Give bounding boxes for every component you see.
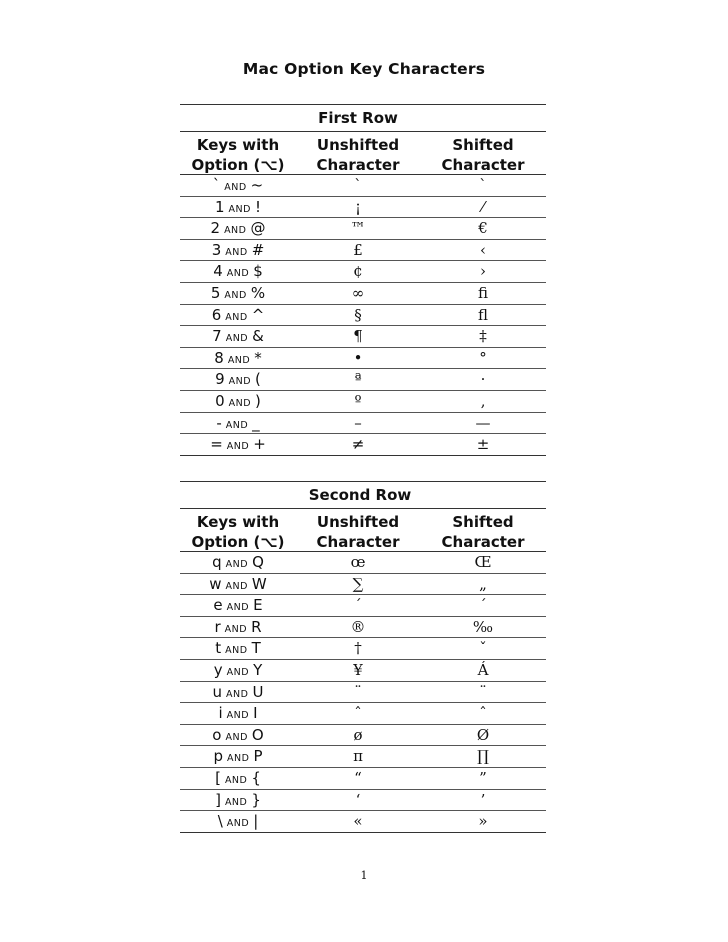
key-unshifted: e: [213, 596, 223, 615]
shifted-character: ˇ: [479, 639, 487, 658]
table-row: [180, 413, 546, 435]
key-unshifted: 6: [211, 305, 222, 324]
shifted-character: ﬂ: [477, 305, 488, 324]
and-label: AND: [225, 559, 249, 570]
unshifted-column-header: [296, 135, 420, 175]
key-unshifted: 1: [215, 197, 225, 216]
key-unshifted: w: [209, 574, 222, 593]
key-unshifted: `: [212, 176, 221, 194]
table-row: [180, 790, 546, 812]
key-shifted: ^: [251, 305, 265, 324]
section-heading-label: Second Row: [308, 486, 412, 504]
second-row-table: [180, 481, 546, 833]
and-label: AND: [225, 731, 248, 743]
table-row: [180, 746, 546, 768]
shifted-character: ‰: [472, 617, 494, 636]
and-label: AND: [227, 354, 251, 366]
key-shifted: {: [251, 768, 261, 787]
key-unshifted: -: [216, 413, 222, 432]
key-combo: [180, 704, 296, 725]
unshifted-character: ®: [350, 617, 366, 636]
table-row: [180, 552, 546, 574]
table-row: [180, 682, 546, 704]
key-combo: [180, 241, 296, 262]
key-combo: [180, 553, 296, 574]
key-shifted: U: [252, 682, 264, 701]
shifted-character: ‚: [480, 391, 486, 410]
and-label: AND: [226, 710, 250, 722]
unshifted-character: ™: [350, 219, 366, 238]
key-shifted: ~: [250, 176, 264, 194]
key-shifted: R: [251, 617, 262, 636]
and-label: AND: [225, 333, 249, 345]
shifted-character: ⁄: [481, 197, 485, 216]
keys-column-header: [180, 135, 296, 175]
and-label: AND: [226, 688, 249, 700]
unshifted-character: ¢: [353, 262, 363, 281]
shifted-column-header: [420, 512, 546, 552]
key-unshifted: p: [213, 747, 224, 766]
unshifted-character: ∑: [352, 574, 364, 593]
key-unshifted: 9: [215, 370, 225, 389]
shifted-character: Ø: [476, 725, 490, 744]
key-combo: [180, 575, 296, 596]
key-combo: [180, 661, 296, 682]
and-label: AND: [225, 311, 248, 323]
key-combo: [180, 596, 296, 617]
key-unshifted: 3: [211, 240, 222, 259]
unshifted-character: œ: [350, 553, 366, 571]
unshifted-character: “: [354, 768, 362, 787]
table-row: [180, 261, 546, 283]
shifted-character: ´: [479, 596, 487, 615]
unshifted-header-line2: Character: [316, 533, 400, 551]
key-unshifted: q: [212, 553, 222, 571]
section-heading: [180, 481, 546, 509]
and-label: AND: [224, 796, 248, 808]
key-unshifted: o: [212, 725, 222, 744]
key-combo: [180, 726, 296, 747]
table-row: [180, 391, 546, 413]
table-row: [180, 305, 546, 327]
table-row: [180, 218, 546, 240]
unshifted-character: –: [354, 413, 362, 432]
unshifted-character: ª: [354, 370, 362, 389]
shifted-character: ˆ: [479, 704, 487, 723]
key-combo: [180, 414, 296, 435]
unshifted-character: ˆ: [354, 704, 362, 723]
key-combo: [180, 435, 296, 456]
unshifted-character: ´: [354, 596, 362, 615]
and-label: AND: [225, 580, 248, 592]
keys-header-line1: Keys with: [196, 513, 280, 531]
unshifted-character: ø: [353, 725, 363, 744]
key-shifted: P: [253, 747, 263, 766]
shifted-character: ”: [479, 768, 487, 787]
unshifted-character: ¡: [354, 197, 362, 216]
table-row: [180, 574, 546, 596]
key-combo: [180, 769, 296, 790]
unshifted-character: `: [354, 176, 362, 194]
key-shifted: |: [253, 812, 259, 831]
key-unshifted: t: [215, 639, 222, 658]
unshifted-character: §: [354, 305, 362, 324]
key-combo: [180, 747, 296, 768]
unshifted-character: ≠: [351, 435, 365, 454]
shifted-character: ∏: [477, 747, 489, 766]
and-label: AND: [224, 289, 247, 301]
section-heading-label: First Row: [318, 109, 398, 127]
and-label: AND: [226, 666, 250, 678]
column-headers: [180, 132, 546, 175]
shifted-character: €: [478, 219, 488, 238]
table-row: [180, 660, 546, 682]
unshifted-character: ‘: [355, 790, 361, 809]
shifted-character: —: [475, 413, 491, 432]
unshifted-character: «: [353, 812, 363, 831]
table-row: [180, 617, 546, 639]
shifted-character: ›: [480, 262, 486, 281]
and-label: AND: [226, 818, 250, 830]
table-row: [180, 595, 546, 617]
table-row: [180, 348, 546, 370]
unshifted-header-line1: Unshifted: [316, 513, 400, 531]
unshifted-character: £: [353, 240, 363, 259]
key-combo: [180, 306, 296, 327]
key-shifted: $: [253, 262, 263, 281]
table-row: [180, 703, 546, 725]
shifted-character: Á: [477, 660, 489, 679]
key-combo: [180, 262, 296, 283]
and-label: AND: [225, 246, 248, 258]
key-unshifted: ]: [215, 790, 221, 809]
shifted-character: `: [479, 176, 487, 194]
key-combo: [180, 219, 296, 240]
and-label: AND: [225, 419, 249, 431]
key-combo: [180, 618, 296, 639]
key-combo: [180, 791, 296, 812]
shifted-character: „: [479, 574, 487, 593]
table-row: [180, 175, 546, 197]
key-unshifted: 0: [215, 391, 225, 410]
key-unshifted: 4: [213, 262, 223, 281]
key-shifted: *: [254, 348, 262, 367]
unshifted-character: ∞: [351, 283, 365, 302]
key-unshifted: 7: [212, 327, 222, 346]
page-number: 1: [360, 869, 368, 882]
unshifted-character: ¥: [353, 660, 363, 679]
key-unshifted: r: [214, 617, 221, 636]
table-row: [180, 434, 546, 456]
key-shifted: _: [252, 413, 260, 432]
key-combo: [180, 812, 296, 833]
shifted-character: ﬁ: [477, 283, 488, 302]
table-row: [180, 240, 546, 262]
shifted-header-line2: Character: [441, 156, 525, 174]
shifted-character: ’: [480, 790, 486, 809]
key-unshifted: 2: [210, 219, 221, 238]
and-label: AND: [224, 182, 247, 193]
key-unshifted: y: [213, 660, 223, 679]
shifted-character: ¨: [479, 682, 487, 701]
unshifted-column-header: [296, 512, 420, 552]
shifted-character: »: [478, 812, 488, 831]
and-label: AND: [228, 376, 252, 388]
key-unshifted: i: [218, 704, 223, 723]
unshifted-character: †: [354, 639, 362, 658]
section-heading: [180, 104, 546, 132]
key-shifted: E: [253, 596, 263, 615]
key-unshifted: \: [217, 812, 223, 831]
and-label: AND: [227, 753, 250, 765]
table-rows: [180, 552, 546, 833]
and-label: AND: [226, 441, 250, 453]
shifted-header-line1: Shifted: [452, 513, 514, 531]
key-combo: [180, 639, 296, 660]
key-shifted: Q: [252, 553, 264, 571]
key-combo: [180, 284, 296, 305]
unshifted-character: ¨: [354, 682, 362, 701]
unshifted-character: ¶: [353, 327, 363, 346]
table-row: [180, 768, 546, 790]
key-combo: [180, 176, 296, 197]
table-row: [180, 725, 546, 747]
key-unshifted: [: [215, 768, 221, 787]
key-combo: [180, 392, 296, 413]
table-rows: [180, 175, 546, 456]
and-label: AND: [224, 623, 248, 635]
first-row-table: [180, 104, 546, 456]
table-row: [180, 283, 546, 305]
key-shifted: Y: [253, 660, 263, 679]
key-unshifted: u: [212, 682, 223, 701]
unshifted-header-line2: Character: [316, 156, 400, 174]
unshifted-header-line1: Unshifted: [316, 136, 400, 154]
shifted-character: Œ: [474, 553, 492, 571]
key-shifted: W: [251, 574, 267, 593]
key-shifted: @: [250, 219, 266, 238]
key-combo: [180, 327, 296, 348]
key-combo: [180, 370, 296, 391]
key-shifted: &: [252, 327, 264, 346]
keys-header-line2: Option (⌥): [191, 533, 285, 551]
and-label: AND: [224, 774, 248, 786]
shifted-column-header: [420, 135, 546, 175]
table-row: [180, 326, 546, 348]
and-label: AND: [228, 397, 252, 409]
keys-header-line1: Keys with: [196, 136, 280, 154]
key-shifted: #: [251, 240, 265, 259]
key-shifted: }: [251, 790, 261, 809]
key-shifted: T: [251, 639, 261, 658]
key-shifted: +: [253, 435, 266, 454]
shifted-character: ‡: [479, 327, 487, 346]
document-title: Mac Option Key Characters: [242, 60, 486, 78]
and-label: AND: [226, 268, 250, 280]
unshifted-character: º: [354, 391, 362, 410]
key-combo: [180, 349, 296, 370]
key-combo: [180, 198, 296, 219]
table-row: [180, 197, 546, 219]
key-shifted: O: [251, 725, 264, 744]
key-unshifted: 5: [210, 283, 221, 302]
unshifted-character: •: [353, 348, 363, 367]
and-label: AND: [224, 225, 247, 237]
key-shifted: %: [250, 283, 266, 302]
shifted-header-line1: Shifted: [452, 136, 514, 154]
shifted-character: ‹: [480, 240, 486, 259]
and-label: AND: [226, 602, 250, 614]
key-shifted: (: [255, 370, 261, 389]
table-row: [180, 638, 546, 660]
shifted-character: °: [479, 348, 487, 367]
key-shifted: ): [255, 391, 261, 410]
key-unshifted: 8: [214, 348, 224, 367]
keys-column-header: [180, 512, 296, 552]
column-headers: [180, 509, 546, 552]
table-row: [180, 369, 546, 391]
shifted-header-line2: Character: [441, 533, 525, 551]
key-shifted: I: [253, 704, 258, 723]
shifted-character: ±: [476, 435, 490, 454]
key-shifted: !: [254, 197, 261, 216]
and-label: AND: [225, 645, 248, 657]
and-label: AND: [228, 203, 251, 215]
unshifted-character: π: [353, 747, 363, 766]
key-combo: [180, 683, 296, 704]
table-row: [180, 811, 546, 833]
shifted-character: ·: [480, 370, 486, 389]
key-unshifted: =: [210, 435, 223, 454]
keys-header-line2: Option (⌥): [191, 156, 285, 174]
